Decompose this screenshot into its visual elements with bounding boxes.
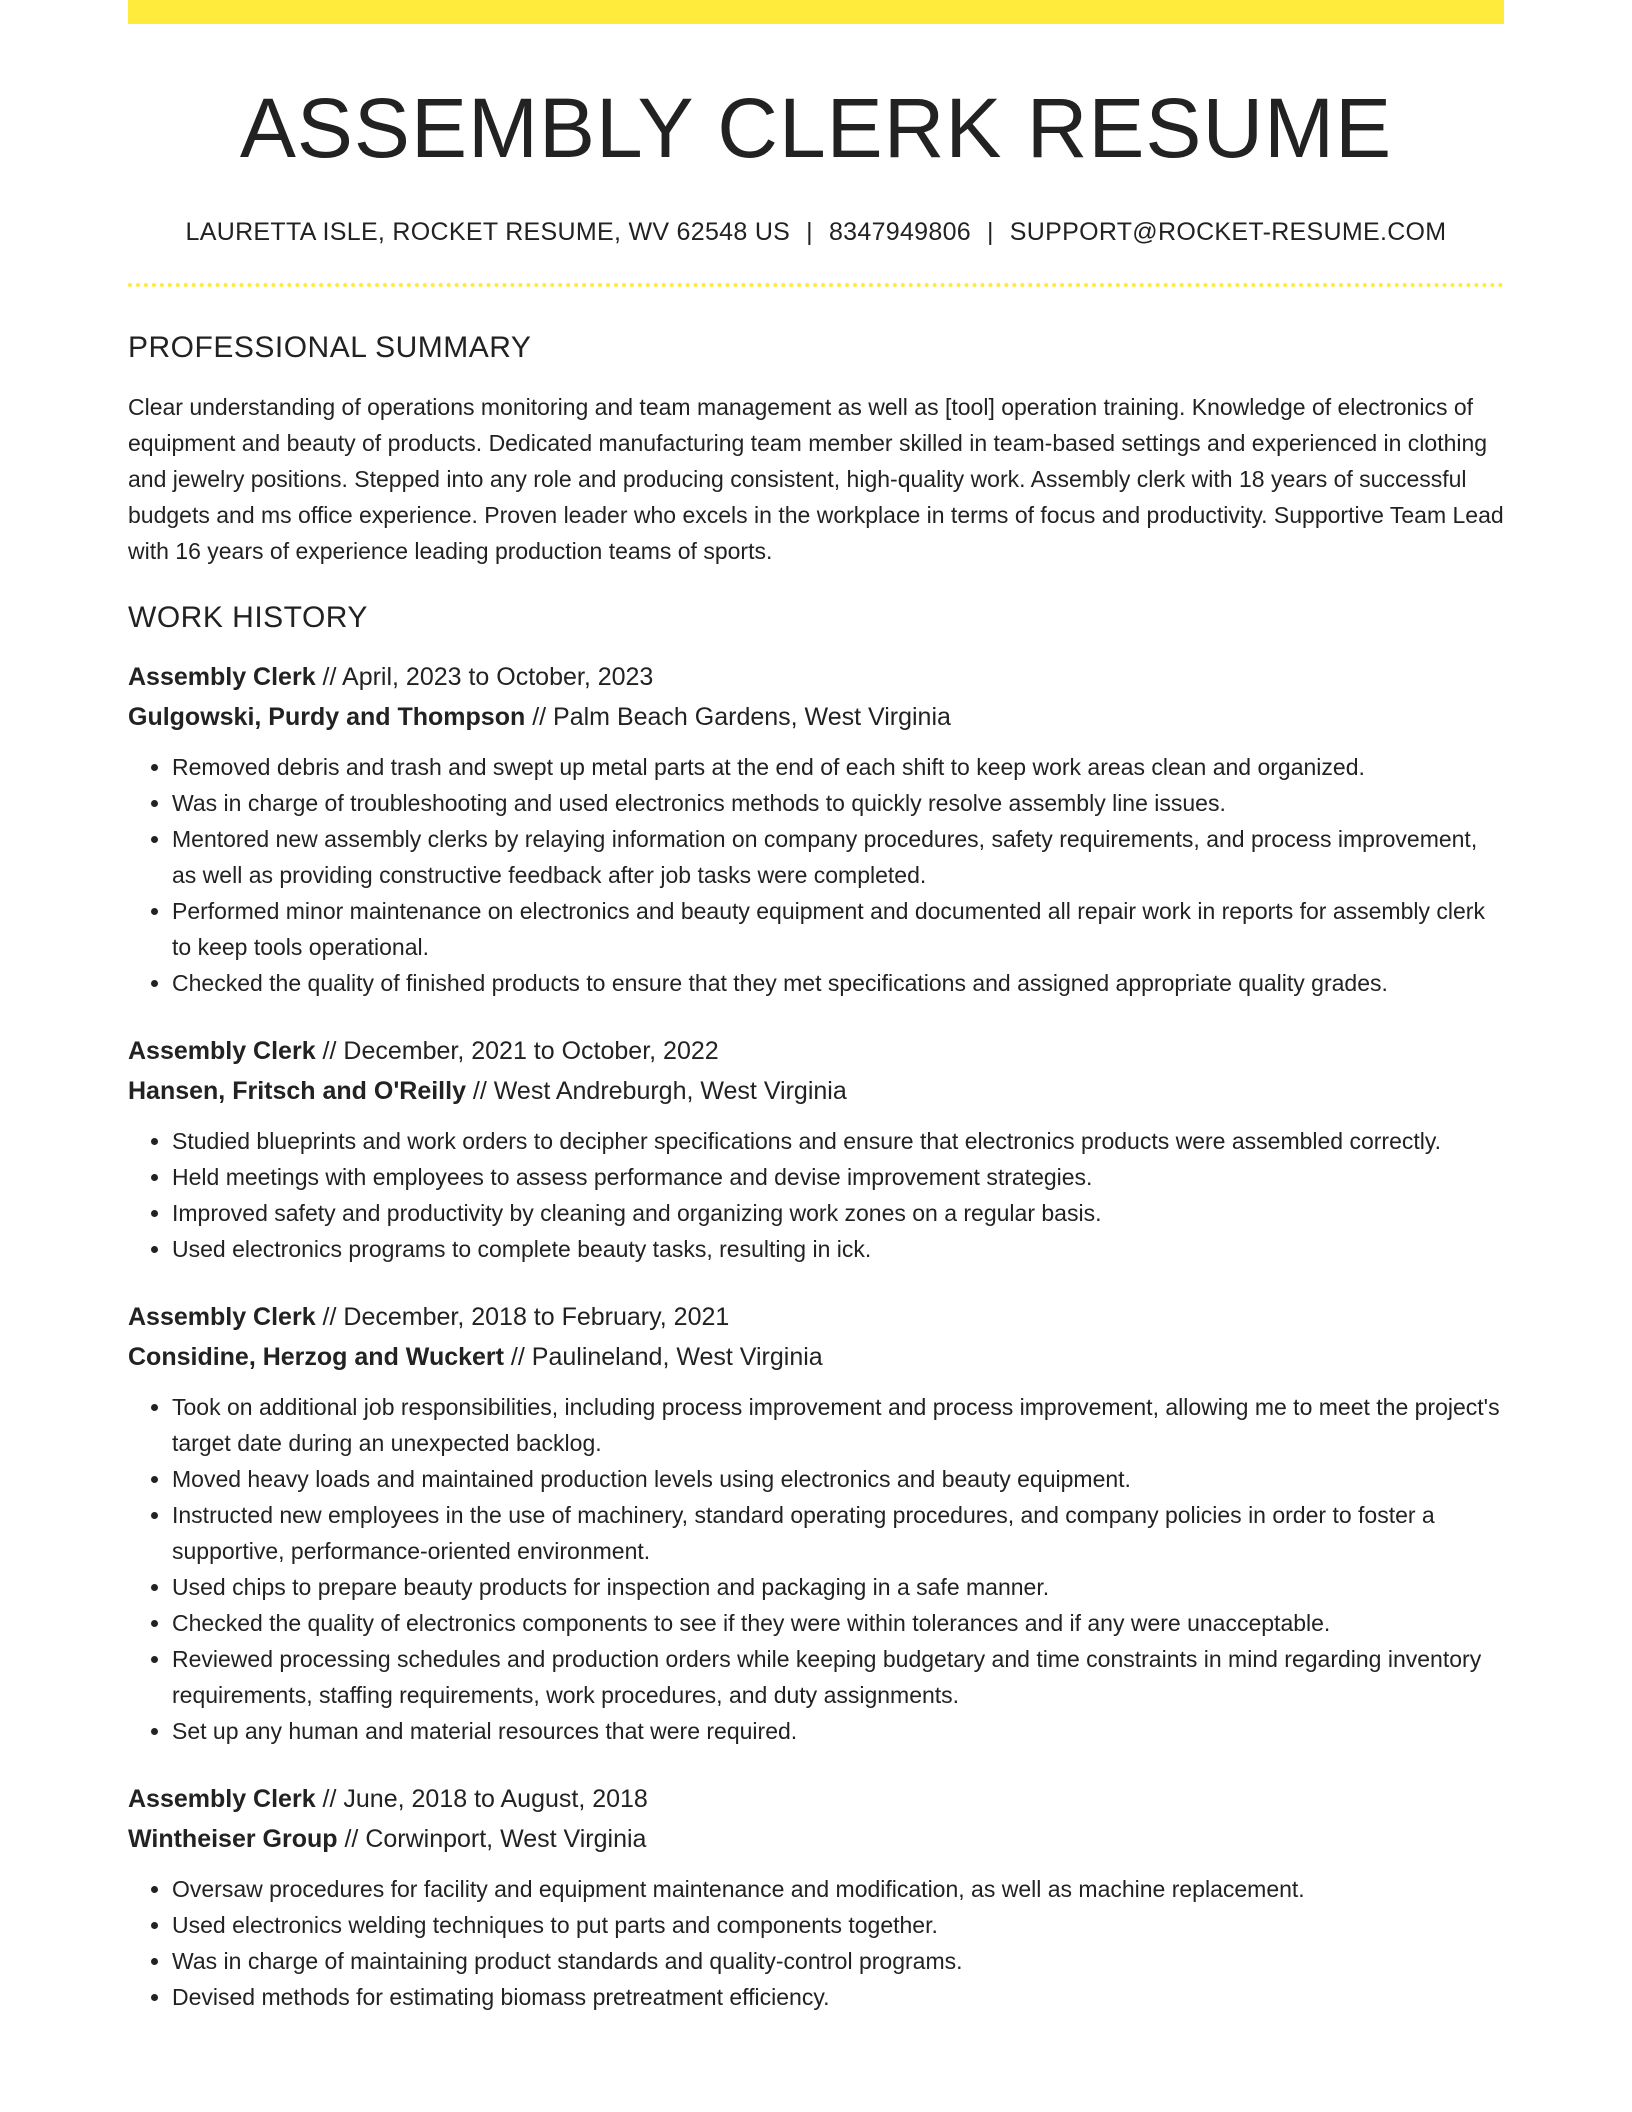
- work-history-list: [128, 657, 1504, 2015]
- job-bullet: • Set up any human and material resources that were required.: [172, 1713, 1504, 1749]
- job-bullet: • Removed debris and trash and swept up metal parts at the end of each shift to keep work areas clean and organized.: [172, 749, 1504, 785]
- job-dates: December, 2021 to October, 2022: [343, 1037, 719, 1066]
- job-entry: [128, 1297, 1504, 1749]
- job-bullet-list: [128, 1123, 1504, 1267]
- job-location: West Andreburgh, West Virginia: [493, 1077, 847, 1106]
- job-bullet: • Instructed new employees in the use of machinery, standard operating procedures, and company policies in order to foster a supportive, performance-oriented environment.: [172, 1497, 1504, 1569]
- job-role-line: [128, 1779, 1504, 1819]
- job-bullet: • Reviewed processing schedules and production orders while keeping budgetary and time constraints in mind regarding inventory requirements, staffing requirements, work procedures, and duty assignments.: [172, 1641, 1504, 1713]
- contact-email: SUPPORT@ROCKET-RESUME.COM: [1009, 218, 1447, 247]
- job-company-line: [128, 1071, 1504, 1111]
- job-bullet: • Devised methods for estimating biomass pretreatment efficiency.: [172, 1979, 1504, 2015]
- job-location: Corwinport, West Virginia: [365, 1825, 647, 1854]
- job-bullet: • Used electronics welding techniques to put parts and components together.: [172, 1907, 1504, 1943]
- job-bullet: • Mentored new assembly clerks by relaying information on company procedures, safety requirements, and process improvement, as well as providing constructive feedback after job tasks were completed.: [172, 821, 1504, 893]
- job-separator: //: [315, 1785, 344, 1814]
- job-company: Wintheiser Group: [128, 1825, 338, 1854]
- job-entry: [128, 657, 1504, 1001]
- job-bullet: • Took on additional job responsibilities, including process improvement and process improvement, allowing me to meet the project's target date during an unexpected backlog.: [172, 1389, 1504, 1461]
- job-dates: December, 2018 to February, 2021: [343, 1303, 730, 1332]
- resume-title: ASSEMBLY CLERK RESUME: [239, 81, 1393, 175]
- job-role-line: [128, 1297, 1504, 1337]
- job-role: Assembly Clerk: [128, 1785, 316, 1814]
- job-dates: April, 2023 to October, 2023: [342, 663, 654, 692]
- job-bullet: • Checked the quality of electronics components to see if they were within tolerances and if any were unacceptable.: [172, 1605, 1504, 1641]
- dotted-divider: [128, 283, 1504, 287]
- job-separator: //: [337, 1825, 366, 1854]
- work-history-heading: WORK HISTORY: [128, 601, 368, 635]
- job-bullet: • Used electronics programs to complete beauty tasks, resulting in ick.: [172, 1231, 1504, 1267]
- job-company: Considine, Herzog and Wuckert: [128, 1343, 504, 1372]
- summary-text: Clear understanding of operations monitoring and team management as well as [tool] operation training. Knowledge of electronics of equipment and beauty of products. Dedicated manufacturing team member skilled in team-based settings and experienced in clothing and jewelry positions. Stepped into any role and producing consistent, high-quality work. Assembly clerk with 18 years of successful budgets and ms office experience. Proven leader who excels in the workplace in terms of focus and productivity. Supportive Team Lead with 16 years of experience leading production teams of sports.: [128, 394, 1504, 565]
- job-bullet-list: [128, 749, 1504, 1001]
- job-role: Assembly Clerk: [128, 1037, 316, 1066]
- job-dates: June, 2018 to August, 2018: [343, 1785, 648, 1814]
- job-separator: //: [315, 663, 343, 692]
- contact-address: LAURETTA ISLE, ROCKET RESUME, WV 62548 US: [185, 218, 791, 247]
- job-company: Gulgowski, Purdy and Thompson: [128, 703, 526, 732]
- contact-separator: |: [987, 218, 994, 247]
- job-company: Hansen, Fritsch and O'Reilly: [128, 1077, 466, 1106]
- job-entry: [128, 1779, 1504, 2015]
- job-bullet-list: [128, 1389, 1504, 1749]
- job-company-line: [128, 697, 1504, 737]
- accent-top-bar: [128, 0, 1504, 24]
- job-company-line: [128, 1819, 1504, 1859]
- job-role: Assembly Clerk: [128, 1303, 316, 1332]
- job-bullet-list: [128, 1871, 1504, 2015]
- job-role-line: [128, 1031, 1504, 1071]
- job-bullet: • Checked the quality of finished products to ensure that they met specifications and assigned appropriate quality grades.: [172, 965, 1504, 1001]
- job-role-line: [128, 657, 1504, 697]
- job-bullet: • Moved heavy loads and maintained production levels using electronics and beauty equipment.: [172, 1461, 1504, 1497]
- job-bullet: • Oversaw procedures for facility and equipment maintenance and modification, as well as machine replacement.: [172, 1871, 1504, 1907]
- contact-line: [128, 218, 1504, 247]
- job-separator: //: [315, 1037, 344, 1066]
- contact-phone: 8347949806: [828, 218, 971, 247]
- job-bullet: • Studied blueprints and work orders to decipher specifications and ensure that electronics products were assembled correctly.: [172, 1123, 1504, 1159]
- job-bullet: • Held meetings with employees to assess performance and devise improvement strategies.: [172, 1159, 1504, 1195]
- resume-page: [128, 0, 1504, 2015]
- job-location: Palm Beach Gardens, West Virginia: [553, 703, 951, 732]
- job-bullet: • Improved safety and productivity by cleaning and organizing work zones on a regular basis.: [172, 1195, 1504, 1231]
- contact-separator: |: [806, 218, 813, 247]
- job-location: Paulineland, West Virginia: [531, 1343, 823, 1372]
- summary-heading: PROFESSIONAL SUMMARY: [128, 331, 532, 365]
- job-company-line: [128, 1337, 1504, 1377]
- job-separator: //: [315, 1303, 344, 1332]
- job-separator: //: [465, 1077, 494, 1106]
- job-separator: //: [503, 1343, 532, 1372]
- job-separator: //: [525, 703, 554, 732]
- job-role: Assembly Clerk: [128, 663, 316, 692]
- job-bullet: • Was in charge of maintaining product standards and quality-control programs.: [172, 1943, 1504, 1979]
- job-bullet: • Performed minor maintenance on electronics and beauty equipment and documented all repair work in reports for assembly clerk to keep tools operational.: [172, 893, 1504, 965]
- job-entry: [128, 1031, 1504, 1267]
- job-bullet: • Was in charge of troubleshooting and used electronics methods to quickly resolve assembly line issues.: [172, 785, 1504, 821]
- job-bullet: • Used chips to prepare beauty products for inspection and packaging in a safe manner.: [172, 1569, 1504, 1605]
